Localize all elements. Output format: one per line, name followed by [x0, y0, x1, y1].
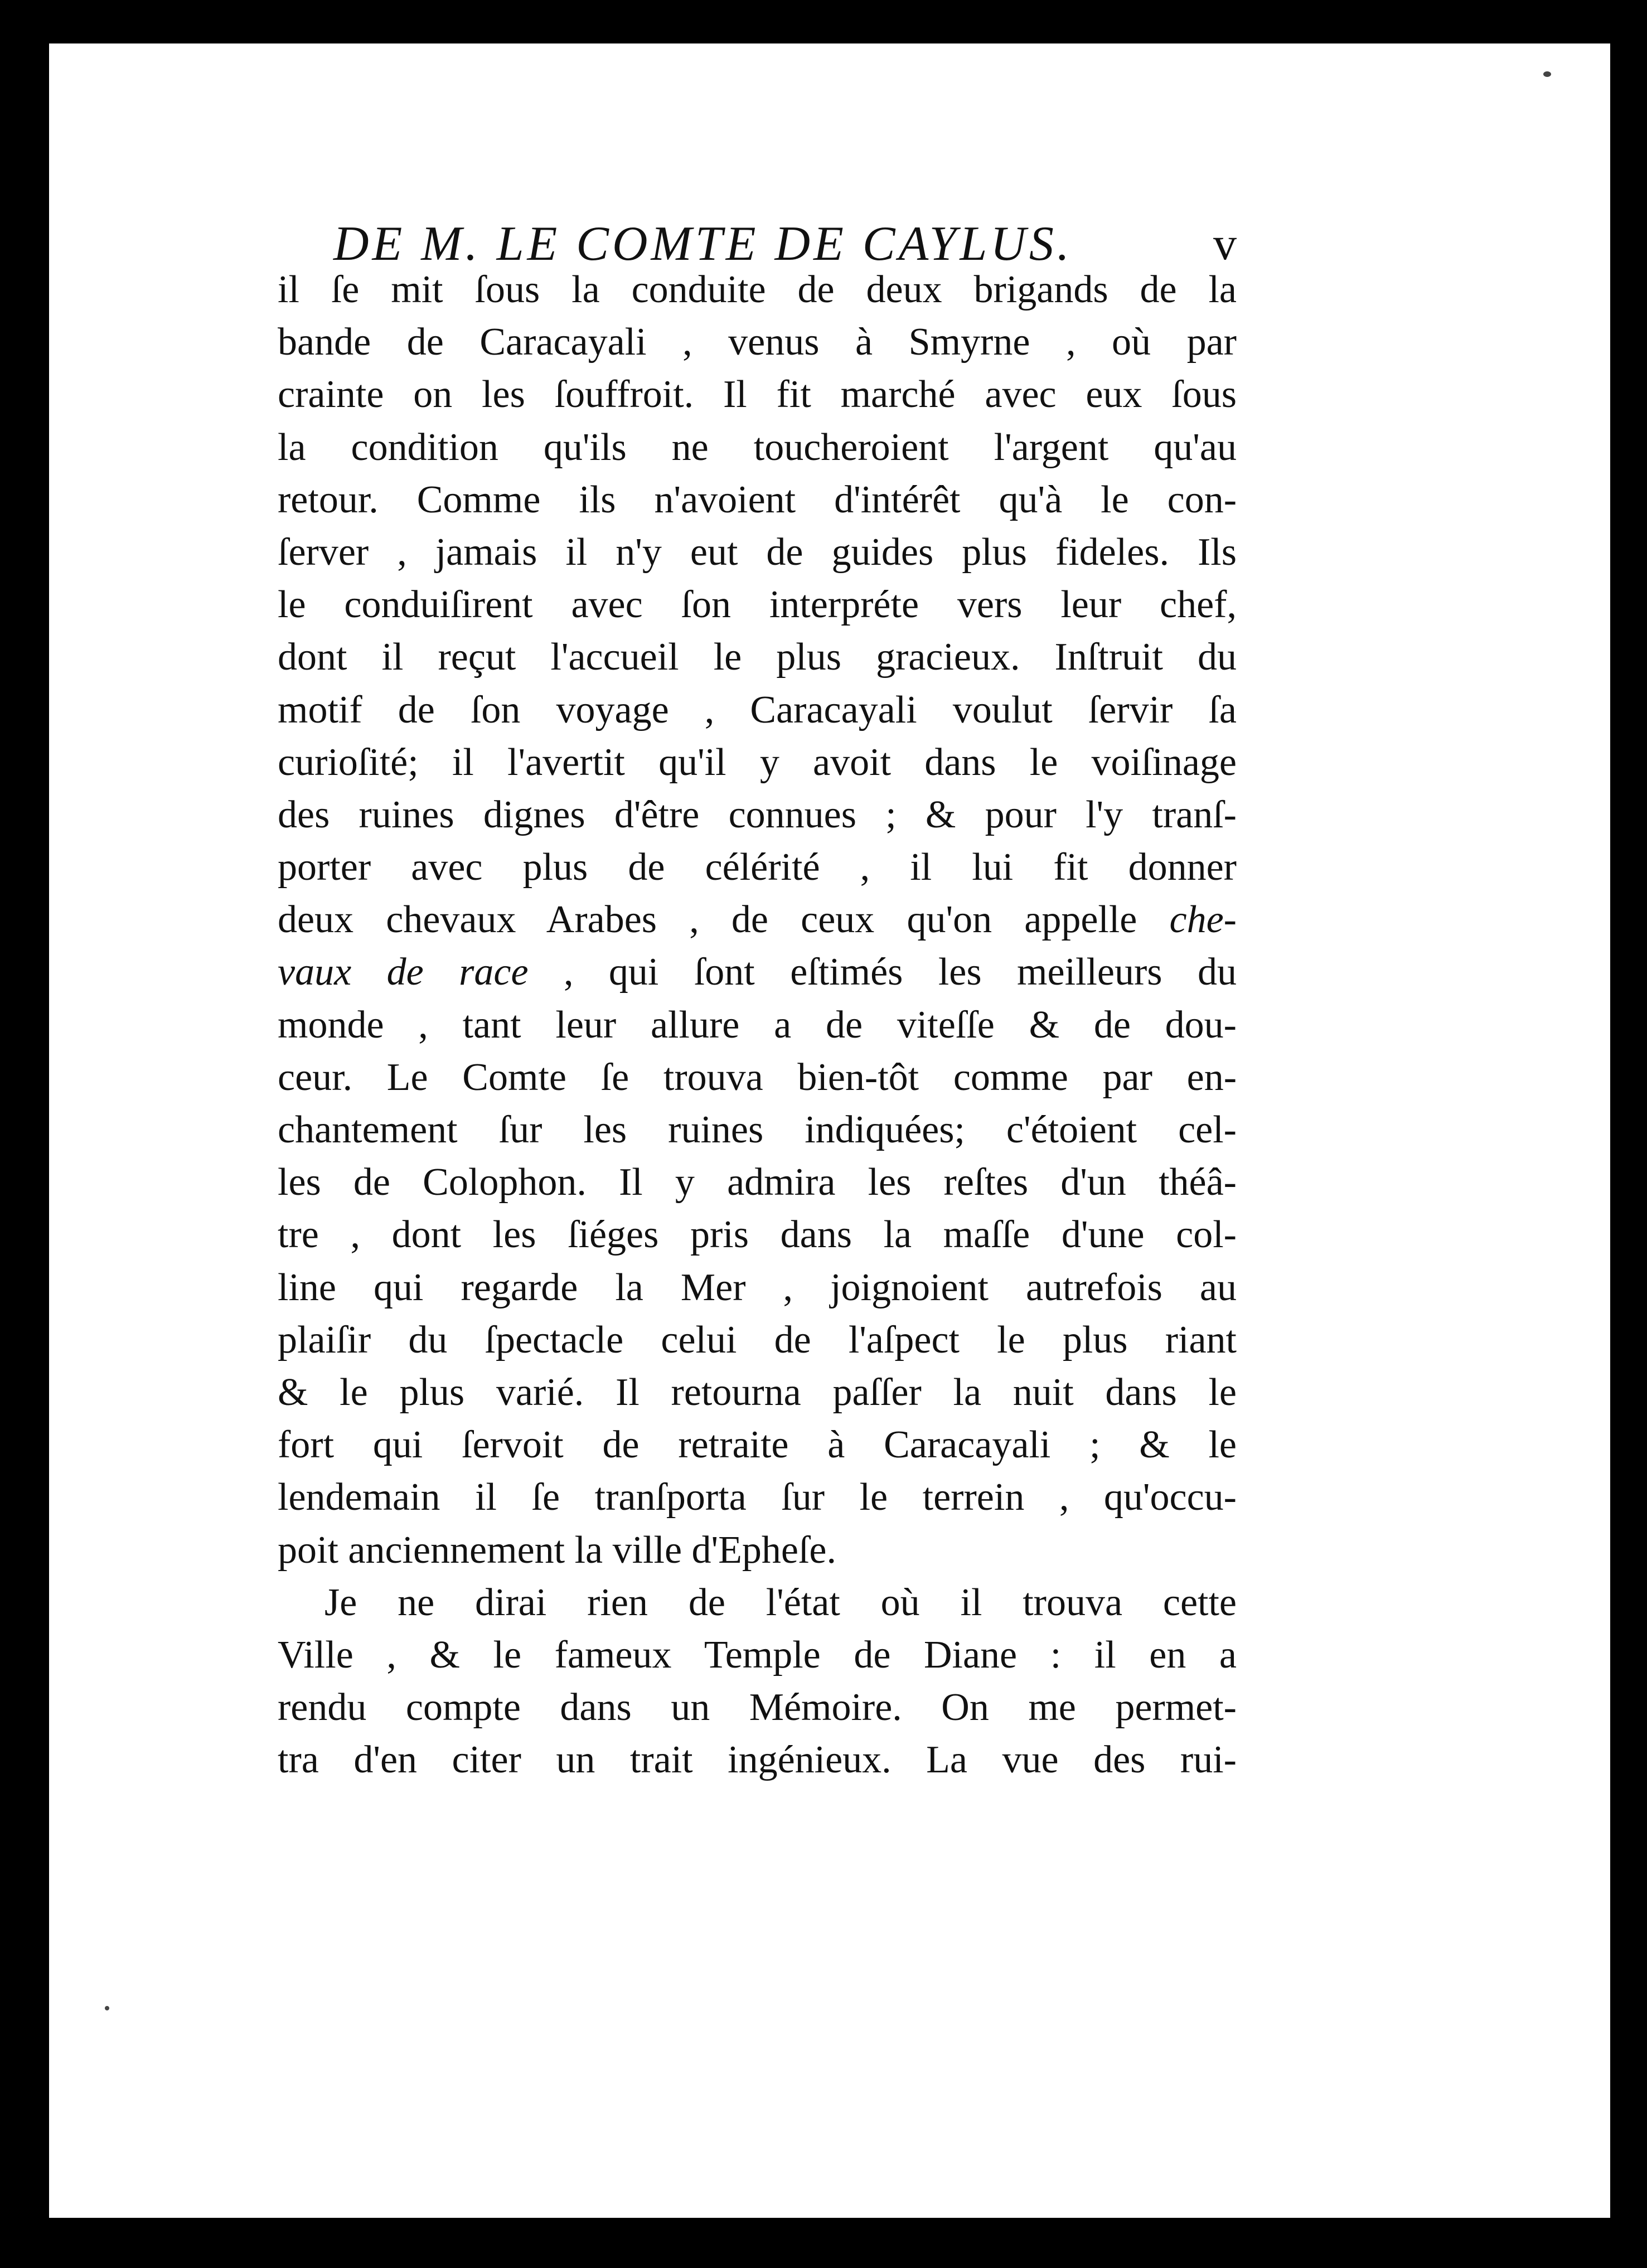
text-run: motif de ſon voyage , Caracayali voulut ſervir ſa [278, 688, 1237, 731]
text-run: la condition qu'ils ne toucheroient l'argent qu'au [278, 425, 1237, 469]
text-line [278, 526, 1237, 579]
text-run: Ville , & le fameux Temple de Diane : il en a [278, 1633, 1237, 1676]
scan-speck [105, 2006, 109, 2010]
text-line [278, 1156, 1237, 1209]
text-run: & le plus varié. Il retourna paſſer la nuit dans le [278, 1370, 1237, 1414]
text-run: ceur. Le Comte ſe trouva bien-tôt comme par en- [278, 1055, 1237, 1099]
text-line [278, 789, 1237, 841]
text-line [278, 1524, 1237, 1577]
text-run: Je ne dirai rien de l'état où il trouva cette [324, 1581, 1237, 1624]
text-line [278, 1471, 1237, 1524]
book-page [49, 43, 1610, 2218]
italic-run: vaux de race [278, 951, 529, 994]
text-run: le conduiſirent avec ſon interpréte vers leur chef, [278, 583, 1237, 627]
text-run: deux chevaux Arabes , de ceux qu'on appelle [278, 898, 1170, 942]
text-run: dont il reçut l'accueil le plus gracieux. Inſtruit du [278, 636, 1237, 679]
text-run: porter avec plus de célérité , il lui fit donner [278, 846, 1237, 889]
scan-speck [1543, 71, 1551, 77]
text-run: retour. Comme ils n'avoient d'intérêt qu'à le con- [278, 478, 1237, 521]
page-number: v [1213, 218, 1237, 270]
text-run: lendemain il ſe tranſporta ſur le terrein , qu'occu- [278, 1476, 1237, 1519]
text-run: crainte on les ſouffroit. Il fit marché avec eux ſous [278, 373, 1237, 416]
text-line [278, 1104, 1237, 1156]
text-line [278, 1734, 1237, 1786]
paragraph [278, 1577, 1237, 1787]
text-line [278, 631, 1237, 684]
paragraph [278, 264, 1237, 1577]
text-line [278, 841, 1237, 894]
text-run: ſerver , jamais il n'y eut de guides plus fideles. Ils [278, 530, 1237, 574]
text-run: , qui ſont eſtimés les meilleurs du [528, 951, 1237, 994]
text-line [278, 1051, 1237, 1104]
text-line [278, 316, 1237, 369]
text-run: tra d'en citer un trait ingénieux. La vue des rui- [278, 1738, 1237, 1782]
text-line [278, 369, 1237, 421]
text-line [278, 1577, 1237, 1629]
text-run: line qui regarde la Mer , joignoient autrefois au [278, 1266, 1237, 1309]
text-line [278, 421, 1237, 474]
running-head: DE M. LE COMTE DE CAYLUS. [333, 217, 1073, 271]
text-run: il ſe mit ſous la conduite de deux brigands de la [278, 268, 1237, 311]
body-text [278, 264, 1237, 1786]
text-line [278, 736, 1237, 789]
text-run: monde , tant leur allure a de viteſſe & de dou- [278, 1003, 1237, 1046]
text-line [278, 1681, 1237, 1734]
text-run: rendu compte dans un Mémoire. On me permet- [278, 1686, 1237, 1729]
text-run: tre , dont les ſiéges pris dans la maſſe d'une col- [278, 1213, 1237, 1257]
text-run: chantement ſur les ruines indiquées; c'étoient cel- [278, 1108, 1237, 1151]
text-line [278, 579, 1237, 631]
text-line [278, 1419, 1237, 1471]
italic-run: che- [1169, 898, 1237, 942]
text-line [278, 1314, 1237, 1366]
text-line [278, 946, 1237, 999]
text-line [278, 264, 1237, 316]
text-run: plaiſir du ſpectacle celui de l'aſpect le plus riant [278, 1318, 1237, 1361]
text-run: les de Colophon. Il y admira les reſtes d'un théâ- [278, 1161, 1237, 1204]
text-line [278, 1209, 1237, 1261]
text-line [278, 684, 1237, 736]
text-line [278, 1366, 1237, 1419]
text-run: poit anciennement la ville d'Epheſe. [278, 1528, 836, 1572]
text-run: des ruines dignes d'être connues ; & pour l'y tranſ- [278, 793, 1237, 836]
text-line [278, 1629, 1237, 1681]
text-line [278, 999, 1237, 1051]
text-run: fort qui ſervoit de retraite à Caracayali ; & le [278, 1423, 1237, 1467]
text-line [278, 474, 1237, 526]
text-run: curioſité; il l'avertit qu'il y avoit dans le voiſinage [278, 740, 1237, 784]
text-line [278, 1262, 1237, 1314]
text-run: bande de Caracayali , venus à Smyrne , où par [278, 321, 1237, 364]
text-line [278, 894, 1237, 946]
